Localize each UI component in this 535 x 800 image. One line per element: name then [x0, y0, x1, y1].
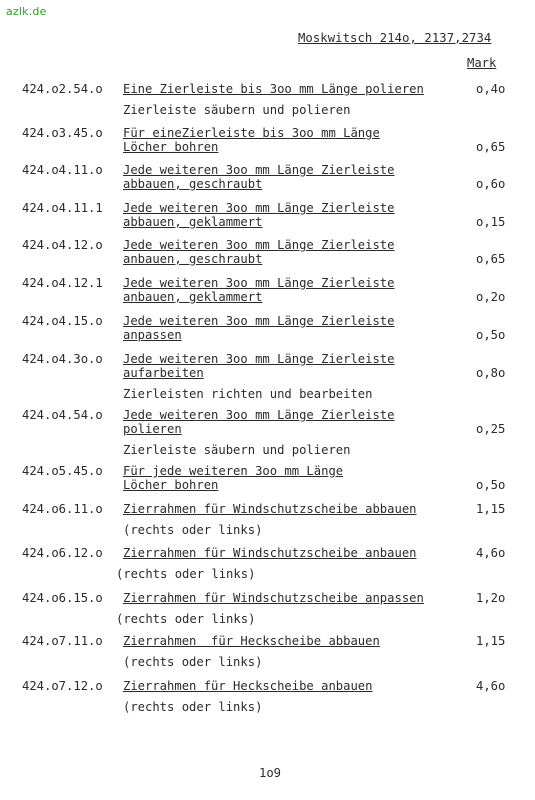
description-note: Zierleiste säubern und polieren [123, 103, 351, 117]
description-line: Für jede weiteren 3oo mm Länge [123, 464, 344, 478]
watermark-text: azlk.de [6, 5, 47, 18]
description-note: (rechts oder links) [116, 612, 256, 626]
description-line: abbauen, geklammert [123, 215, 263, 229]
description-line: Jede weiteren 3oo mm Länge Zierleiste [123, 352, 395, 366]
operation-description [123, 502, 468, 537]
operation-code: 424.o6.11.o [22, 502, 103, 516]
operation-description [123, 352, 468, 401]
description-note: (rechts oder links) [123, 655, 263, 669]
description-line: anpassen [123, 328, 182, 342]
mark-price: 1,15 [476, 634, 506, 648]
mark-price: o,4o [476, 82, 506, 96]
description-line: Zierrahmen für Windschutzscheibe anbauen [123, 546, 417, 560]
mark-price: o,6o [476, 177, 506, 191]
mark-price: 4,6o [476, 679, 506, 693]
mark-price: 1,15 [476, 502, 506, 516]
mark-price: o,65 [476, 140, 506, 154]
mark-price: o,2o [476, 290, 506, 304]
description-line: Jede weiteren 3oo mm Länge Zierleiste [123, 238, 395, 252]
mark-price: o,5o [476, 478, 506, 492]
mark-price: o,5o [476, 328, 506, 342]
description-line: anbauen, geschraubt [123, 252, 263, 266]
operation-code: 424.o4.11.1 [22, 201, 103, 215]
operation-description [123, 238, 468, 266]
operation-description [123, 634, 468, 669]
mark-price: 4,6o [476, 546, 506, 560]
mark-price: 1,2o [476, 591, 506, 605]
description-line: Für eineZierleiste bis 3oo mm Länge [123, 126, 380, 140]
description-line: Zierrahmen für Windschutzscheibe abbauen [123, 502, 417, 516]
operation-description [123, 314, 468, 342]
mark-price: o,65 [476, 252, 506, 266]
description-note: (rechts oder links) [116, 567, 256, 581]
description-line: aufarbeiten [123, 366, 204, 380]
operation-description [116, 591, 468, 626]
operation-code: 424.o4.15.o [22, 314, 103, 328]
description-line: Zierrahmen für Windschutzscheibe anpassen [123, 591, 424, 605]
page-number: 1o9 [259, 766, 282, 780]
operation-code: 424.o4.12.o [22, 238, 103, 252]
description-line: Löcher bohren [123, 478, 219, 492]
document-header: Moskwitsch 214o, 2137,2734 [298, 31, 492, 45]
operation-description [116, 546, 468, 581]
operation-code: 424.o7.12.o [22, 679, 103, 693]
operation-code: 424.o4.12.1 [22, 276, 103, 290]
operation-code: 424.o6.15.o [22, 591, 103, 605]
description-line: anbauen, geklammert [123, 290, 263, 304]
description-line: Jede weiteren 3oo mm Länge Zierleiste [123, 408, 395, 422]
description-note: (rechts oder links) [123, 700, 263, 714]
operation-description [123, 201, 468, 229]
operation-code: 424.o5.45.o [22, 464, 103, 478]
description-line: Jede weiteren 3oo mm Länge Zierleiste [123, 201, 395, 215]
operation-description [123, 82, 468, 117]
operation-description [123, 679, 468, 714]
description-note: Zierleisten richten und bearbeiten [123, 387, 373, 401]
description-note: (rechts oder links) [123, 523, 263, 537]
operation-code: 424.o6.12.o [22, 546, 103, 560]
operation-description [123, 276, 468, 304]
operation-description [123, 126, 468, 154]
mark-price: o,15 [476, 215, 506, 229]
mark-price: o,25 [476, 422, 506, 436]
description-line: Zierrahmen für Heckscheibe anbauen [123, 679, 373, 693]
operation-code: 424.o7.11.o [22, 634, 103, 648]
operation-code: 424.o4.54.o [22, 408, 103, 422]
description-line: Zierrahmen für Heckscheibe abbauen [123, 634, 380, 648]
mark-column-header: Mark [467, 56, 497, 70]
description-line: Eine Zierleiste bis 3oo mm Länge polieren [123, 82, 424, 96]
description-line: Jede weiteren 3oo mm Länge Zierleiste [123, 276, 395, 290]
description-line: polieren [123, 422, 182, 436]
operation-code: 424.o2.54.o [22, 82, 103, 96]
operation-code: 424.o4.11.o [22, 163, 103, 177]
operation-description [123, 464, 468, 492]
operation-code: 424.o3.45.o [22, 126, 103, 140]
description-note: Zierleiste säubern und polieren [123, 443, 351, 457]
description-line: Jede weiteren 3oo mm Länge Zierleiste [123, 163, 395, 177]
operation-description [123, 408, 468, 457]
description-line: abbauen, geschraubt [123, 177, 263, 191]
description-line: Jede weiteren 3oo mm Länge Zierleiste [123, 314, 395, 328]
operation-code: 424.o4.3o.o [22, 352, 103, 366]
description-line: Löcher bohren [123, 140, 219, 154]
mark-price: o,8o [476, 366, 506, 380]
operation-description [123, 163, 468, 191]
